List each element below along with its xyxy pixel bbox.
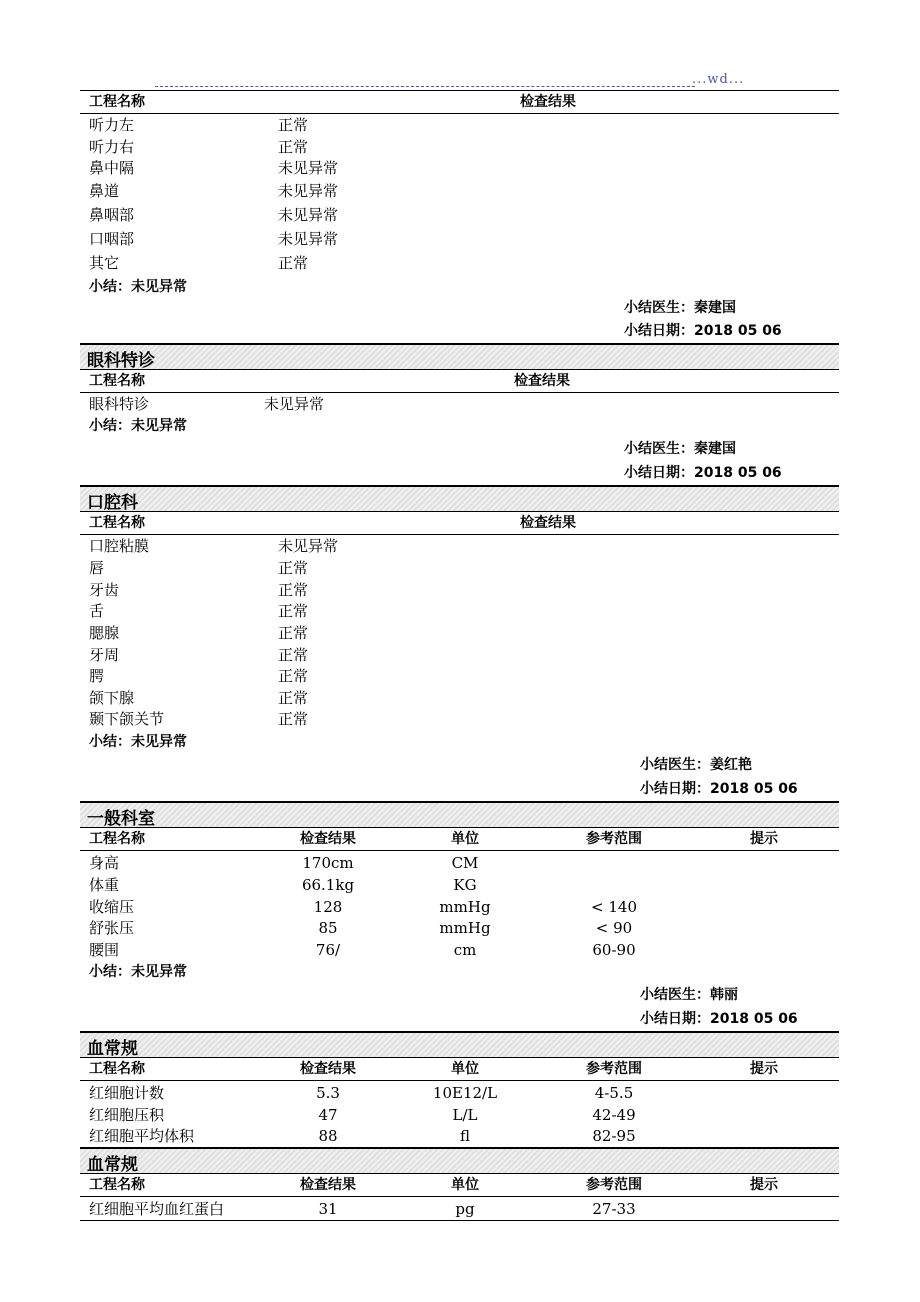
sec4-row-name: 身高: [89, 854, 120, 872]
page-marker: ...wd...: [692, 72, 745, 87]
sec4-doctor: 小结医生：韩丽: [640, 987, 738, 1003]
sec6-title: 血常规: [87, 1155, 138, 1175]
sec3-row-result: 正常: [278, 689, 309, 707]
section1-top-rule: [80, 90, 839, 91]
sec1-row-name: 鼻道: [89, 182, 120, 200]
sec3-row-name: 颌下腺: [89, 689, 135, 707]
sec4-col-name: 工程名称: [89, 831, 145, 847]
sec5-col-unit: 单位: [451, 1061, 479, 1077]
sec5-row-unit: 10E12/L: [432, 1084, 498, 1102]
sec4-row-unit: cm: [453, 941, 477, 959]
sec4-row-result: 170cm: [302, 854, 354, 872]
sec6-col-hint: 提示: [750, 1177, 778, 1193]
sec3-row-result: 正常: [278, 559, 309, 577]
sec4-row-unit: mmHg: [439, 919, 491, 937]
sec2-title-band: [80, 343, 839, 370]
sec4-row-result: 85: [318, 919, 338, 937]
sec4-title: 一般科室: [87, 809, 155, 829]
sec4-row-name: 体重: [89, 876, 120, 894]
sec4-header-rule: [80, 850, 839, 851]
sec2-title: 眼科特诊: [87, 351, 155, 371]
sec1-row-name: 鼻咽部: [89, 206, 135, 224]
sec3-row-result: 正常: [278, 667, 309, 685]
sec1-row-result: 未见异常: [278, 159, 339, 177]
sec1-row-name: 其它: [89, 254, 120, 272]
sec5-row-result: 88: [318, 1127, 338, 1145]
sec5-row-result: 47: [318, 1106, 338, 1124]
sec4-row-unit: mmHg: [439, 898, 491, 916]
sec3-doctor: 小结医生：姜红艳: [640, 757, 752, 773]
sec1-col-result: 检查结果: [520, 94, 576, 110]
sec3-header-rule: [80, 534, 839, 535]
sec3-title: 口腔科: [87, 493, 138, 513]
sec4-col-hint: 提示: [750, 831, 778, 847]
sec5-row-name: 红细胞压积: [89, 1106, 165, 1124]
sec5-row-result: 5.3: [316, 1084, 340, 1102]
sec6-bottom-rule: [80, 1220, 839, 1221]
sec3-row-result: 正常: [278, 646, 309, 664]
sec4-col-unit: 单位: [451, 831, 479, 847]
sec1-row-result: 正常: [278, 138, 309, 156]
sec1-header-rule: [80, 113, 839, 114]
sec1-row-result: 未见异常: [278, 182, 339, 200]
sec3-row-name: 唇: [89, 559, 105, 577]
sec1-row-result: 未见异常: [278, 230, 339, 248]
sec1-row-result: 正常: [278, 254, 309, 272]
sec5-row-unit: fl: [459, 1127, 470, 1145]
sec3-row-name: 口腔粘膜: [89, 537, 150, 555]
sec4-col-result: 检查结果: [300, 831, 356, 847]
sec2-summary: 小结：未见异常: [89, 418, 187, 434]
sec1-row-result: 正常: [278, 116, 309, 134]
sec3-row-result: 正常: [278, 624, 309, 642]
sec4-row-result: 76/: [315, 941, 341, 959]
sec1-summary: 小结：未见异常: [89, 279, 187, 295]
sec4-row-result: 128: [313, 898, 343, 916]
sec5-col-range: 参考范围: [586, 1061, 642, 1077]
sec6-row-name: 红细胞平均血红蛋白: [89, 1200, 225, 1218]
sec3-row-result: 正常: [278, 581, 309, 599]
sec5-col-hint: 提示: [750, 1061, 778, 1077]
sec3-row-name: 牙齿: [89, 581, 120, 599]
sec5-row-name: 红细胞计数: [89, 1084, 165, 1102]
sec4-summary: 小结：未见异常: [89, 964, 187, 980]
sec4-row-name: 腰围: [89, 941, 120, 959]
sec3-row-result: 正常: [278, 710, 309, 728]
sec5-col-result: 检查结果: [300, 1061, 356, 1077]
sec5-col-name: 工程名称: [89, 1061, 145, 1077]
sec3-row-result: 未见异常: [278, 537, 339, 555]
sec5-row-unit: L/L: [452, 1106, 478, 1124]
sec5-row-range: 82-95: [592, 1127, 636, 1145]
sec3-row-name: 腭: [89, 667, 105, 685]
sec4-date: 小结日期：2018 05 06: [640, 1011, 798, 1027]
sec1-doctor: 小结医生：秦建国: [624, 300, 736, 316]
sec2-row-result: 未见异常: [264, 395, 325, 413]
sec4-row-unit: CM: [451, 854, 479, 872]
sec4-col-range: 参考范围: [586, 831, 642, 847]
sec3-row-name: 牙周: [89, 646, 120, 664]
header-dashed-rule: [155, 86, 695, 87]
sec6-row-unit: pg: [455, 1200, 475, 1218]
sec1-row-result: 未见异常: [278, 206, 339, 224]
sec3-col-name: 工程名称: [89, 515, 145, 531]
sec2-doctor: 小结医生：秦建国: [624, 441, 736, 457]
sec6-col-result: 检查结果: [300, 1177, 356, 1193]
sec3-summary: 小结：未见异常: [89, 734, 187, 750]
sec6-col-range: 参考范围: [586, 1177, 642, 1193]
sec1-date: 小结日期：2018 05 06: [624, 323, 782, 339]
sec4-row-range: 60-90: [592, 941, 636, 959]
sec3-col-result: 检查结果: [520, 515, 576, 531]
sec6-title-band: [80, 1147, 839, 1174]
sec4-row-range: < 140: [591, 898, 637, 916]
sec1-row-name: 鼻中隔: [89, 159, 135, 177]
sec6-col-name: 工程名称: [89, 1177, 145, 1193]
sec5-row-name: 红细胞平均体积: [89, 1127, 195, 1145]
sec4-row-name: 收缩压: [89, 898, 135, 916]
sec4-row-name: 舒张压: [89, 919, 135, 937]
sec3-date: 小结日期：2018 05 06: [640, 781, 798, 797]
sec1-row-name: 口咽部: [89, 230, 135, 248]
sec4-row-result: 66.1kg: [301, 876, 355, 894]
sec1-row-name: 听力左: [89, 116, 135, 134]
sec6-header-rule: [80, 1196, 839, 1197]
sec4-row-unit: KG: [453, 876, 477, 894]
sec2-date: 小结日期：2018 05 06: [624, 465, 782, 481]
sec3-row-result: 正常: [278, 602, 309, 620]
sec3-row-name: 腮腺: [89, 624, 120, 642]
sec6-col-unit: 单位: [451, 1177, 479, 1193]
sec5-title-band: [80, 1031, 839, 1058]
sec5-title: 血常规: [87, 1039, 138, 1059]
sec4-row-range: < 90: [595, 919, 633, 937]
sec5-row-range: 4-5.5: [594, 1084, 634, 1102]
sec6-row-result: 31: [318, 1200, 338, 1218]
sec3-row-name: 颞下颌关节: [89, 710, 165, 728]
sec2-row-name: 眼科特诊: [89, 395, 150, 413]
sec5-header-rule: [80, 1080, 839, 1081]
sec6-row-range: 27-33: [592, 1200, 636, 1218]
sec5-row-range: 42-49: [592, 1106, 636, 1124]
sec2-col-result: 检查结果: [514, 373, 570, 389]
sec2-header-rule: [80, 392, 839, 393]
sec3-title-band: [80, 485, 839, 512]
sec3-row-name: 舌: [89, 602, 105, 620]
sec2-col-name: 工程名称: [89, 373, 145, 389]
sec4-title-band: [80, 801, 839, 828]
sec1-col-name: 工程名称: [89, 94, 145, 110]
sec1-row-name: 听力右: [89, 138, 135, 156]
